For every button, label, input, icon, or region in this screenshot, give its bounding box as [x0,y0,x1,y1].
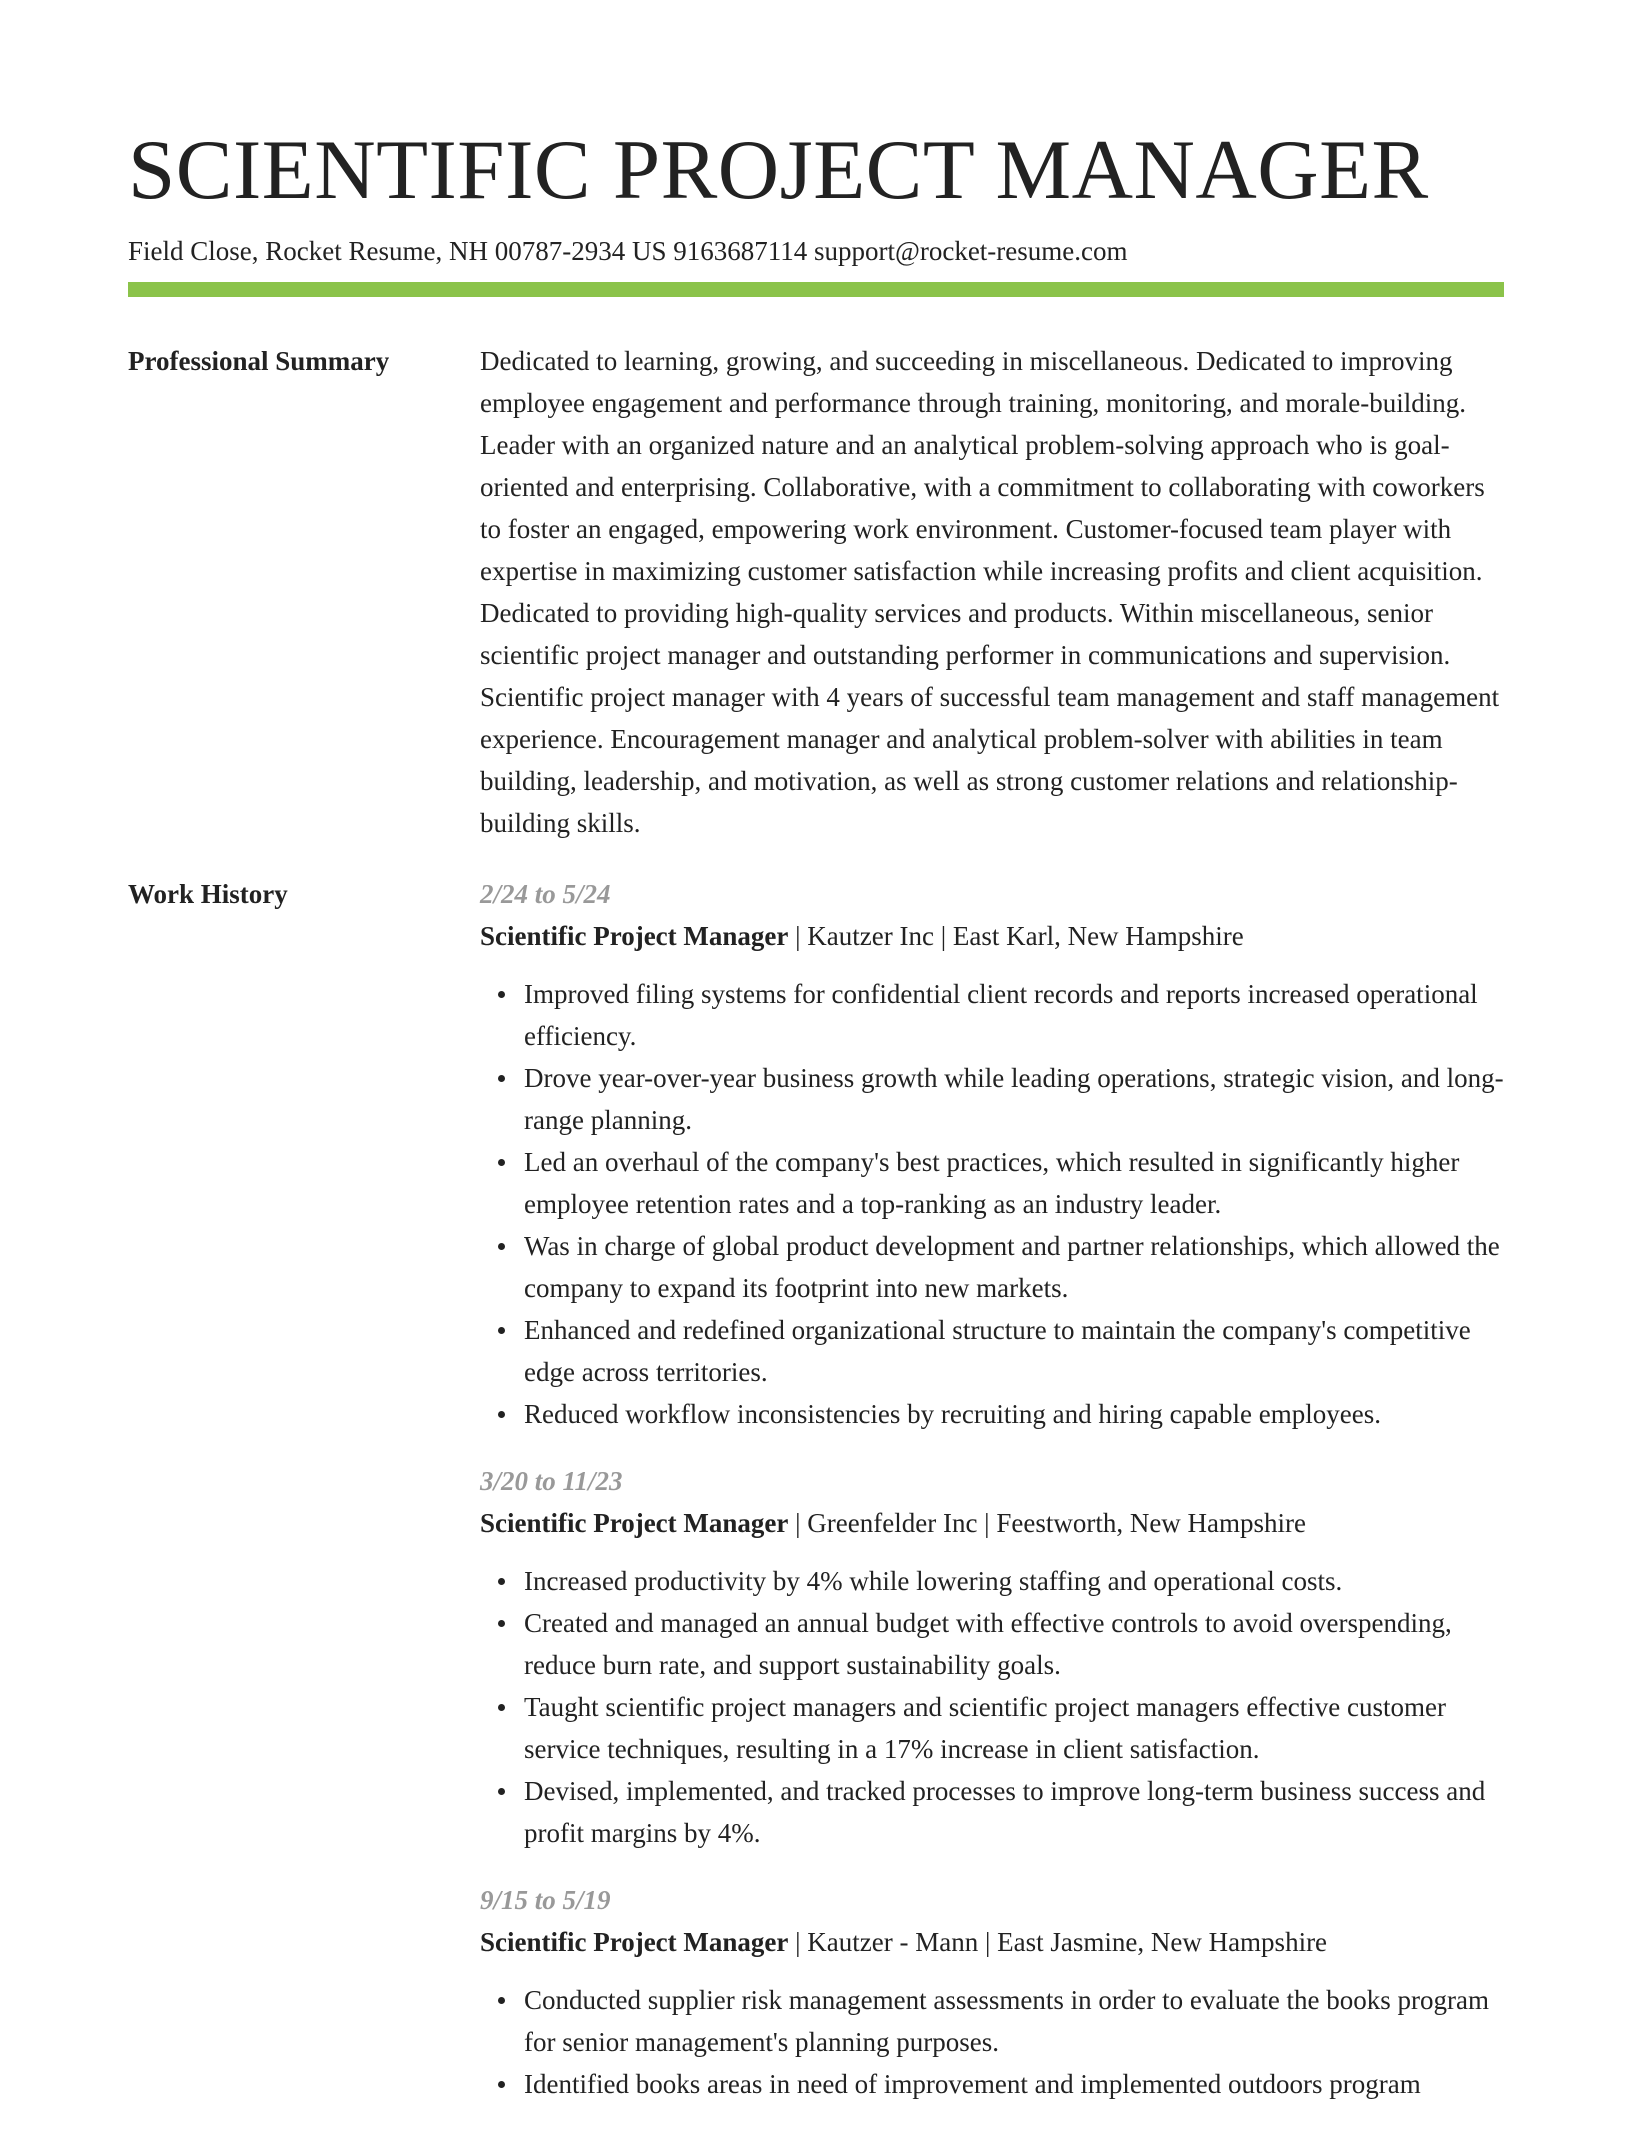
summary-body [480,343,1504,844]
work-history-body [480,876,1504,2133]
job-bullet: Increased productivity by 4% while lowering staffing and operational costs. [524,1560,1504,1602]
summary-text: Dedicated to learning, growing, and succeeding in miscellaneous. Dedicated to improving employee engagement and performance through training, monitoring, and morale-building. Leader with an organized nature and an analytical problem-solving approach who is goal-oriented and enterprising. Collaborative, with a commitment to collaborating with coworkers to foster an engaged, empowering work environment. Customer-focused team player with expertise in maximizing customer satisfaction while increasing profits and client acquisition. Dedicated to providing high-quality services and products. Within miscellaneous, senior scientific project manager and outstanding performer in communications and supervision. Scientific project manager with 4 years of successful team management and staff management experience. Encouragement manager and analytical problem-solver with abilities in team building, leadership, and motivation, as well as strong customer relations and relationship-building skills. [480,346,1500,838]
job-bullet: Drove year-over-year business growth while leading operations, strategic vision, and long-range planning. [524,1057,1504,1141]
job-bullet: Led an overhaul of the company's best practices, which resulted in significantly higher employee retention rates and a top-ranking as an industry leader. [524,1141,1504,1225]
job-bullet: Enhanced and redefined organizational structure to maintain the company's competitive edge across territories. [524,1309,1504,1393]
work-history-section [128,876,1504,2133]
job-dates: 3/20 to 11/23 [480,1466,623,1496]
job-title: Scientific Project Manager [480,921,789,951]
job-bullet: Taught scientific project managers and scientific project managers effective customer service techniques, resulting in a 17% increase in client satisfaction. [524,1686,1504,1770]
contact-email: support@rocket-resume.com [813,236,1128,266]
job-bullet: Was in charge of global product development and partner relationships, which allowed the company to expand its footprint into new markets. [524,1225,1504,1309]
job-title-line [480,915,1504,957]
job-bullet-list [480,973,1504,1435]
contact-address: Field Close, Rocket Resume, NH 00787-2934 US [128,236,667,266]
job-bullet: Conducted supplier risk management assessments in order to evaluate the books program for senior management's planning purposes. [524,1979,1504,2063]
job-bullet: Created and managed an annual budget with effective controls to avoid overspending, reduce burn rate, and support sustainability goals. [524,1602,1504,1686]
summary-section [128,343,1504,844]
job-entry [480,1460,1504,1854]
job-bullet: Reduced workflow inconsistencies by recruiting and hiring capable employees. [524,1393,1504,1435]
job-company-location: | Kautzer Inc | East Karl, New Hampshire [788,921,1244,951]
job-bullet: Identified books areas in need of improvement and implemented outdoors program [524,2063,1504,2105]
header-divider [128,282,1504,297]
job-dates: 9/15 to 5/19 [480,1885,611,1915]
job-bullet: Devised, implemented, and tracked processes to improve long-term business success and profit margins by 4%. [524,1770,1504,1854]
job-title-line [480,1921,1504,1963]
work-history-heading: Work History [128,879,288,909]
job-title: Scientific Project Manager [480,1927,789,1957]
job-dates: 2/24 to 5/24 [480,879,611,909]
resume-page [128,0,1504,2133]
job-entry [480,1879,1504,2105]
job-entry [480,873,1504,1435]
job-company-location: | Greenfelder Inc | Feestworth, New Hampshire [788,1508,1307,1538]
job-bullet-list [480,1979,1504,2105]
job-company-location: | Kautzer - Mann | East Jasmine, New Hampshire [788,1927,1328,1957]
contact-phone: 9163687114 [673,236,808,266]
summary-heading: Professional Summary [128,346,390,376]
contact-line [128,234,1504,268]
resume-title: SCIENTIFIC PROJECT MANAGER [128,123,1429,217]
job-bullet: Improved filing systems for confidential client records and reports increased operational efficiency. [524,973,1504,1057]
job-title-line [480,1502,1504,1544]
job-title: Scientific Project Manager [480,1508,789,1538]
job-bullet-list [480,1560,1504,1854]
